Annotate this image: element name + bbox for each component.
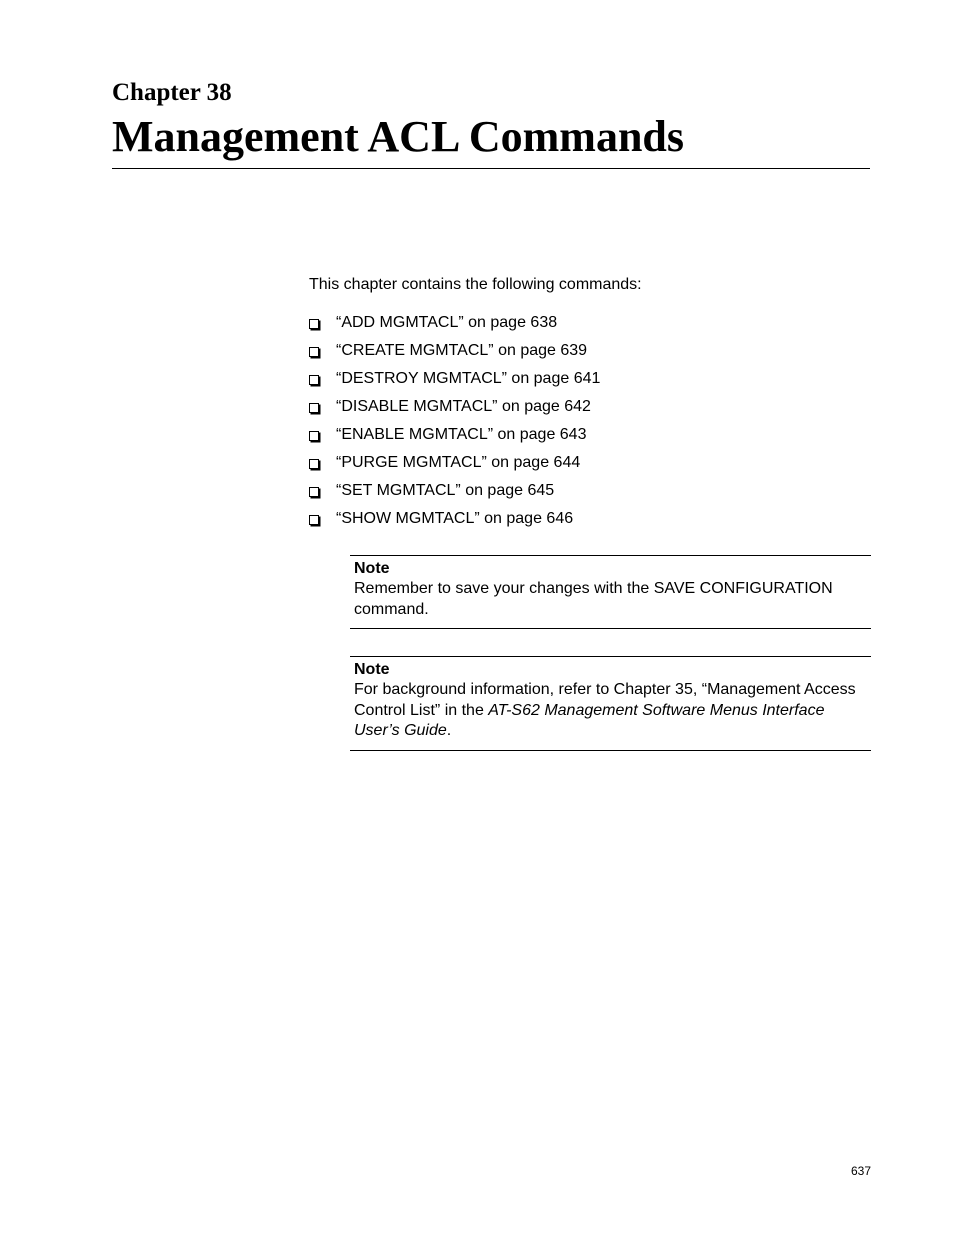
command-link[interactable]: “DESTROY MGMTACL” on page 641 [336,370,601,387]
list-item [309,341,600,369]
page-number: 637 [851,1164,872,1178]
checkbox-bullet-icon [309,459,319,469]
command-link[interactable]: “SET MGMTACL” on page 645 [336,482,555,499]
command-link[interactable]: “DISABLE MGMTACL” on page 642 [336,398,591,415]
note-text-prefix: For background information, refer to Chapter 35, “Management Access Control List” in the [354,681,856,719]
command-link[interactable]: “ADD MGMTACL” on page 638 [336,314,558,331]
note-heading: Note [354,560,390,577]
list-item [309,453,600,481]
intro-text: This chapter contains the following commands: [309,276,642,293]
checkbox-bullet-icon [309,431,319,441]
list-item [309,509,600,537]
guide-title[interactable]: AT-S62 Management Software Menus Interface User’s Guide [354,701,825,739]
command-link[interactable]: “ENABLE MGMTACL” on page 643 [336,426,587,443]
checkbox-bullet-icon [309,515,319,525]
command-link[interactable]: “PURGE MGMTACL” on page 644 [336,454,581,471]
command-list [309,313,600,537]
note-text [354,680,867,742]
note-text-suffix: . [446,722,452,739]
checkbox-bullet-icon [309,403,319,413]
checkbox-bullet-icon [309,319,319,329]
checkbox-bullet-icon [309,347,319,357]
list-item [309,481,600,509]
note-box-save [350,555,871,629]
note-heading: Note [354,661,390,678]
list-item [309,425,600,453]
note-text: Remember to save your changes with the SAVE CONFIGURATION command. [354,580,833,618]
command-link[interactable]: “SHOW MGMTACL” on page 646 [336,510,574,527]
list-item [309,313,600,341]
command-link[interactable]: “CREATE MGMTACL” on page 639 [336,342,588,359]
title-divider [112,168,870,169]
checkbox-bullet-icon [309,487,319,497]
list-item [309,369,600,397]
note-box-background [350,656,871,751]
chapter-title: Management ACL Commands [112,112,685,161]
checkbox-bullet-icon [309,375,319,385]
list-item [309,397,600,425]
chapter-label: Chapter 38 [112,79,232,106]
